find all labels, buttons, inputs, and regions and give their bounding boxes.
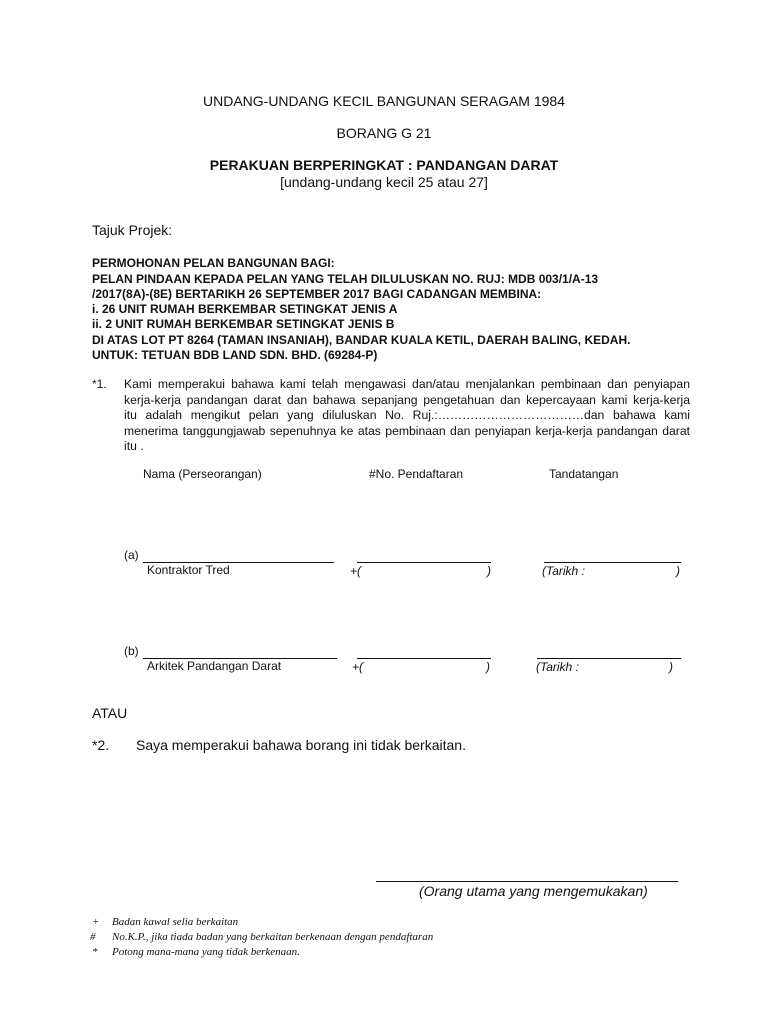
- certificate-subtitle: [undang-undang kecil 25 atau 27]: [280, 174, 488, 190]
- law-title: UNDANG-UNDANG KECIL BANGUNAN SERAGAM 1984: [202, 93, 565, 109]
- footnote-symbol: #: [90, 931, 96, 943]
- section1-paragraph: [124, 377, 690, 455]
- project-line: ii. 2 UNIT RUMAH BERKEMBAR SETINGKAT JENIS B: [92, 317, 395, 331]
- footnote-text: Potong mana-mana yang tidak berkenaan.: [112, 946, 300, 958]
- footnote-symbol: +: [92, 916, 100, 928]
- registration-line: [357, 658, 491, 659]
- section1-number: *1.: [92, 377, 107, 391]
- paragraph-line: Kami memperakui bahawa kami telah mengawasi dan/atau menjalankan pembinaan dan penyiapan: [124, 377, 690, 391]
- footnote-text: Badan kawal selia berkaitan: [112, 916, 239, 928]
- form-number: BORANG G 21: [336, 125, 432, 141]
- date-close: ): [669, 660, 673, 674]
- paragraph-line: kerja-kerja pandangan darat dan bahawa sepanjang pengetahuan dan kepercayaan kami kerja-kerja: [124, 392, 690, 407]
- paragraph-line: itu adalah mengikut pelan yang diluluskan No. Ruj.:………………………………dan bahawa kami: [124, 408, 690, 422]
- footnote-symbol: *: [92, 946, 98, 958]
- registration-close: ): [486, 660, 490, 674]
- footnote-text: No.K.P., jika tiada badan yang berkaitan berkenaan dengan pendaftaran: [112, 931, 434, 943]
- project-line: DI ATAS LOT PT 8264 (TAMAN INSANIAH), BANDAR KUALA KETIL, DAERAH BALING, KEDAH.: [92, 333, 631, 347]
- submitter-label: (Orang utama yang mengemukakan): [419, 883, 648, 899]
- certificate-title: PERAKUAN BERPERINGKAT : PANDANGAN DARAT: [209, 157, 559, 173]
- paragraph-line: menerima tanggungjawab sepenuhnya ke atas pembinaan dan penyiapan kerja-kerja pandangan darat: [124, 423, 690, 438]
- signature-line: [544, 562, 681, 563]
- registration-open: +(: [352, 660, 364, 674]
- project-line: PELAN PINDAAN KEPADA PELAN YANG TELAH DILULUSKAN NO. RUJ: MDB 003/1/A-13: [92, 272, 599, 286]
- registration-line: [357, 562, 491, 563]
- column-registration-header: #No. Pendaftaran: [369, 467, 464, 481]
- registration-open: +(: [350, 564, 362, 578]
- date-close: ): [676, 564, 680, 578]
- date-label: (Tarikh :: [542, 564, 585, 578]
- project-line: UNTUK: TETUAN BDB LAND SDN. BHD. (69284-P): [92, 348, 378, 362]
- project-line: /2017(8A)-(8E) BERTARIKH 26 SEPTEMBER 2017 BAGI CADANGAN MEMBINA:: [92, 287, 542, 301]
- project-line: i. 26 UNIT RUMAH BERKEMBAR SETINGKAT JENIS A: [92, 302, 398, 316]
- section2-text: Saya memperakui bahawa borang ini tidak berkaitan.: [136, 737, 466, 753]
- role-label: Arkitek Pandangan Darat: [147, 659, 282, 673]
- paragraph-line: itu .: [124, 439, 144, 453]
- role-label: Kontraktor Tred: [147, 563, 230, 577]
- date-label: (Tarikh :: [536, 660, 579, 674]
- row-marker: (a): [124, 548, 139, 562]
- submitter-signature-line: [376, 881, 678, 882]
- or-label: ATAU: [92, 705, 128, 721]
- project-line: PERMOHONAN PELAN BANGUNAN BAGI:: [92, 256, 335, 270]
- signature-line: [537, 658, 681, 659]
- column-signature-header: Tandatangan: [549, 467, 619, 481]
- row-marker: (b): [124, 644, 139, 658]
- column-name-header: Nama (Perseorangan): [143, 467, 262, 481]
- registration-close: ): [487, 564, 491, 578]
- section2-number: *2.: [92, 737, 110, 753]
- project-label: Tajuk Projek:: [92, 222, 173, 238]
